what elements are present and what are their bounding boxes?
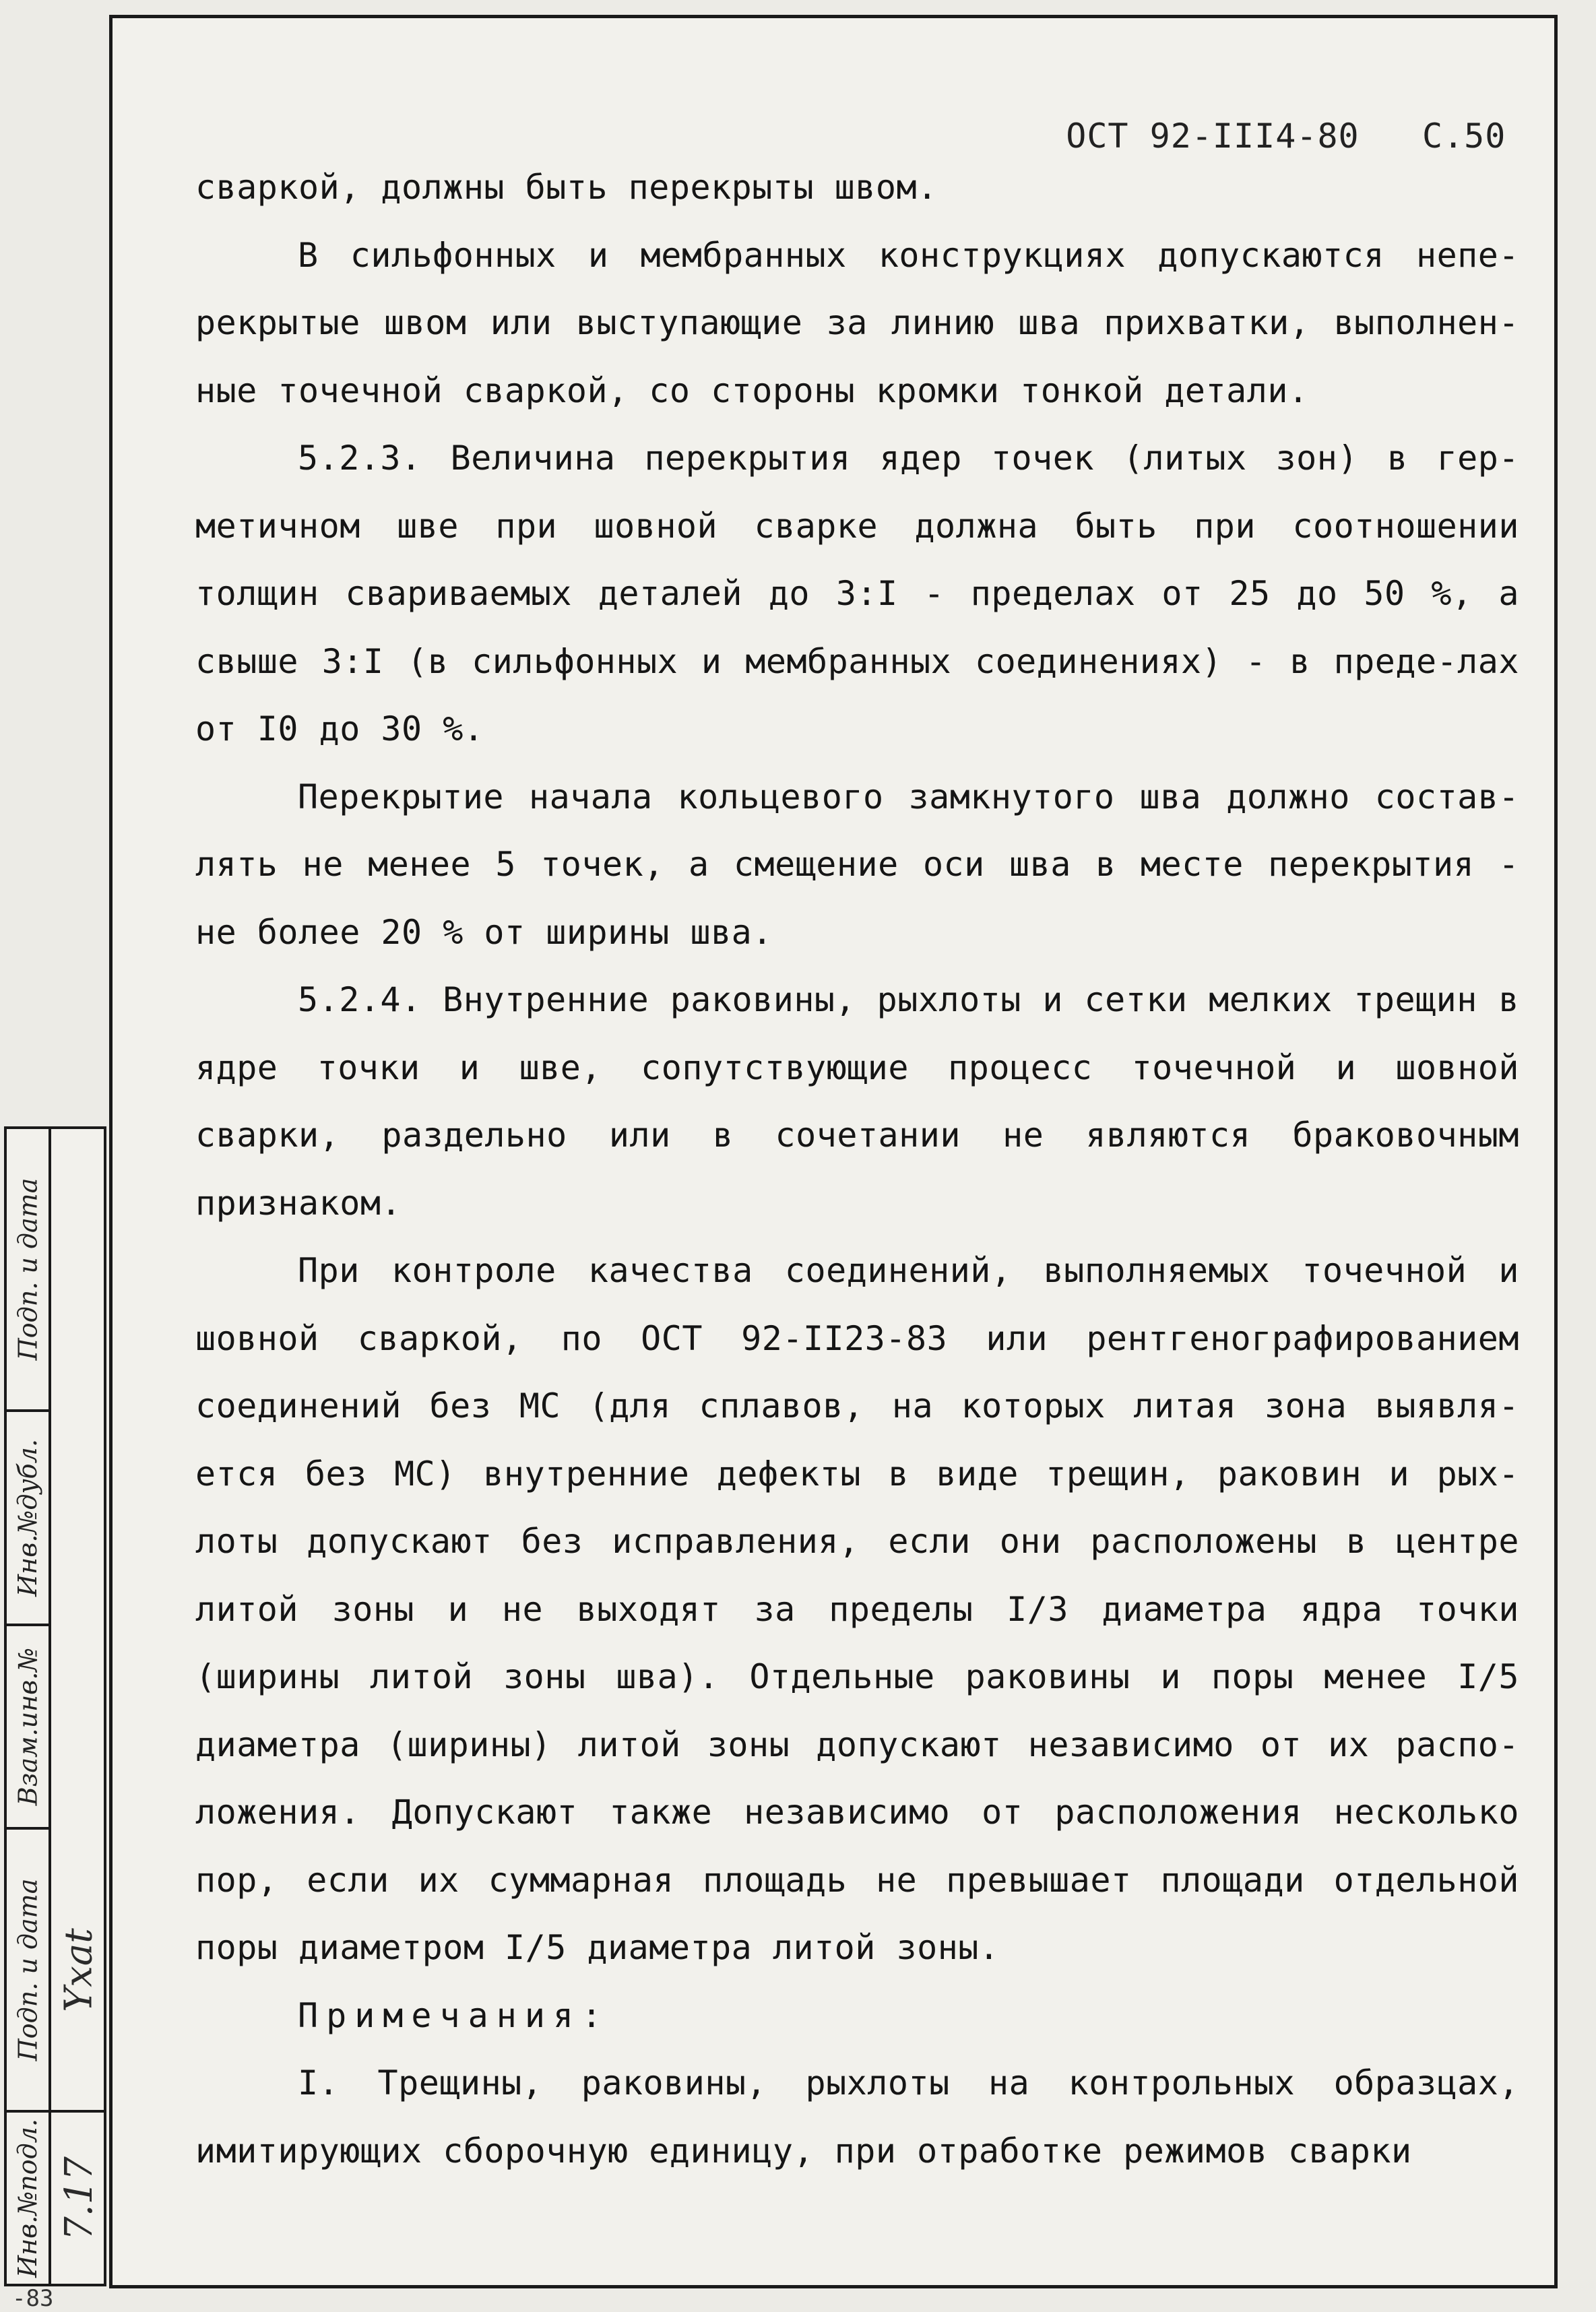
doc-code: ОСТ 92-III4-80 <box>1066 117 1360 156</box>
note-item: I. Трещины, раковины, рыхлоты на контрольных образцах, имитирующих сборочную единицу, при отработке режимов сварки <box>195 2063 1519 2171</box>
stamp-cell <box>7 1129 49 1412</box>
page-number: С.50 <box>1422 117 1506 156</box>
stamp-label-column <box>7 1129 51 2284</box>
stamp-cell <box>7 1626 49 1830</box>
stamp-cell <box>7 2113 49 2284</box>
stamp-label: Подп. и дата <box>13 1878 42 2061</box>
paragraph: Перекрытие начала кольцевого замкнутого шва должно состав-лять не менее 5 точек, а смещение оси шва в месте перекрытия - не более 20 % от ширины шва. <box>195 777 1519 952</box>
stamp-cell <box>7 1412 49 1626</box>
paragraph: В сильфонных и мембранных конструкциях допускаются непе-рекрытые швом или выступающие за линию шва прихватки, выполнен-ные точечной сваркой, со стороны кромки тонкой детали. <box>195 235 1519 410</box>
inventory-number: 7.17 <box>57 2156 101 2241</box>
stamp-label: Взам.инв.№ <box>13 1647 42 1806</box>
page-fragment-text: -83 <box>12 2285 54 2312</box>
paragraph-clause-5-2-4: 5.2.4. Внутренние раковины, рыхлоты и сетки мелких трещин в ядре точки и шве, сопутствующие процесс точечной и шовной сварки, раздельно или в сочетании не являются браковочным признаком. <box>195 980 1519 1223</box>
stamp-cell <box>7 1830 49 2113</box>
notes-heading: Примечания: <box>298 1995 610 2035</box>
page-header <box>1024 77 1506 156</box>
paragraph-clause-5-2-3: 5.2.3. Величина перекрытия ядер точек (литых зон) в гер-метичном шве при шовной сварке должна быть при соотношении толщин свариваемых деталей до 3:I - пределах от 25 до 50 %, а свыше 3:I (в сильфонных и мембранных соединениях) - в преде-лах от I0 до 30 %. <box>195 439 1519 748</box>
document-body <box>195 154 1519 2185</box>
stamp-label: Инв.№дубл. <box>13 1439 43 1597</box>
signature: Yxat <box>51 1830 106 2113</box>
paragraph: сваркой, должны быть перекрыты швом. <box>195 168 938 207</box>
paragraph: При контроле качества соединений, выполняемых точечной и шовной сваркой, по ОСТ 92-II23-83 или рентгенографированием соединений без МС (для сплавов, на которых литая зона выявля-ется без МС) внутренние дефекты в виде трещин, раковин и рых-лоты допускают без исправления, если они расположены в центре литой зоны и не выходят за пределы I/3 диаметра ядра точки (ширины литой зоны шва). Отдельные раковины и поры менее I/5 диаметра (ширины) литой зоны допускают независимо от их распо-ложения. Допускают также независимо от расположения несколько пор, если их суммарная площадь не превышает площади отдельной поры диаметром I/5 диаметра литой зоны. <box>195 1251 1519 1967</box>
stamp-label: Инв.№подл. <box>13 2118 43 2278</box>
stamp-label: Подп. и дата <box>13 1178 42 1361</box>
side-stamp-block <box>4 1126 106 2286</box>
